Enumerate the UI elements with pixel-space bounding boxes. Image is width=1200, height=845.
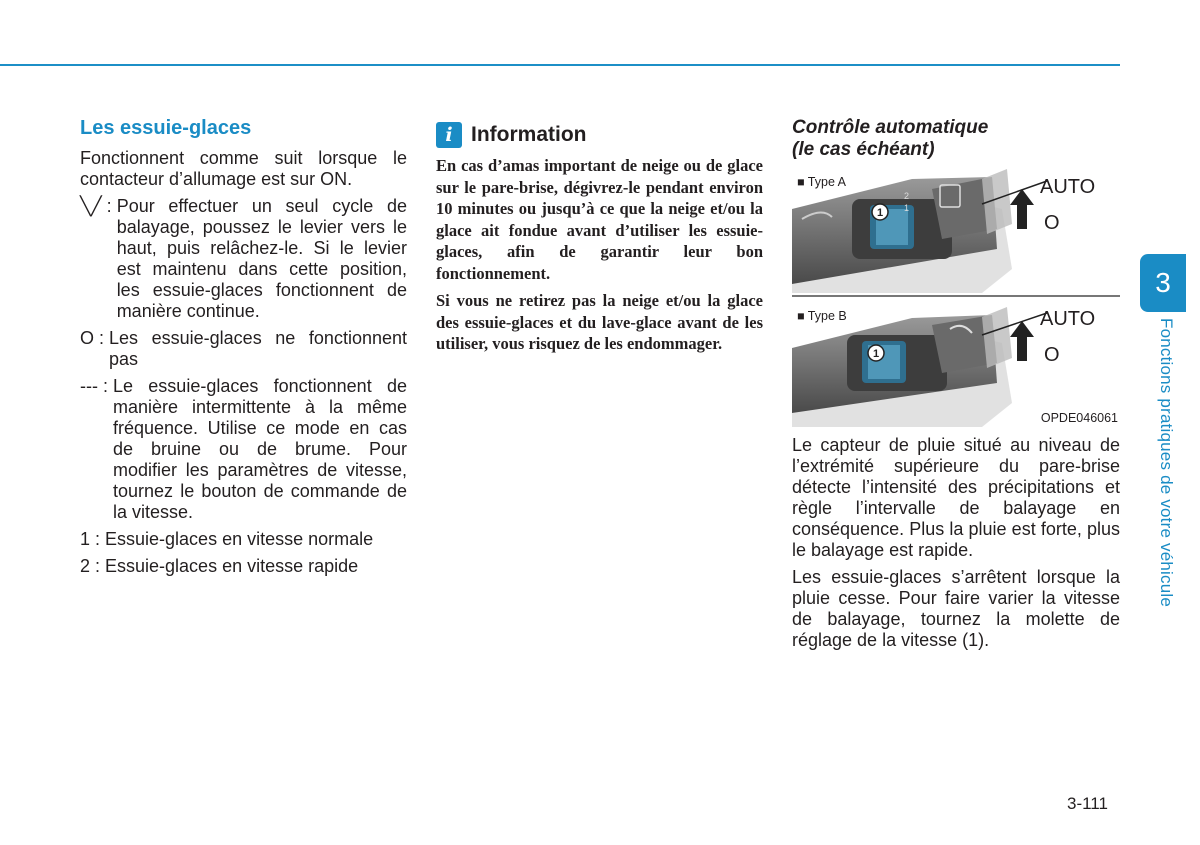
item-key: --- : [80, 376, 113, 396]
item-desc: Pour effectuer un seul cycle de balayage, poussez le levier vers le haut, puis relâchez-le. Si le levier est maintenu dans cette position, les essuie-glaces fonctionnent de manière continue. [116, 196, 407, 321]
figure-panel-type-b [792, 303, 1120, 431]
subsection-title [792, 117, 1120, 161]
item-key: O : [80, 328, 110, 348]
information-paragraph: Si vous ne retirez pas la neige et/ou la glace des essuie-glaces et du lave-glace avant de les utiliser, vous risquez de les endommager. [436, 291, 763, 353]
speed-fast-line: 2 : Essuie-glaces en vitesse rapide [80, 556, 359, 576]
information-title: Information [471, 123, 587, 146]
item-key: ╲╱ : [80, 196, 117, 216]
item-desc: Les essuie-glaces ne fonctionnent pas [109, 328, 407, 369]
information-paragraph: En cas d’amas important de neige ou de glace sur le pare-brise, dégivrez-le pendant environ 10 minutes ou jusqu’à ce que la neige et/ou la glace ait fondue avant d’utiliser les essuie-glaces, afin de garantir leur bon fonctionnement. [436, 156, 763, 283]
auto-control-section [792, 117, 1120, 657]
information-header [436, 122, 763, 148]
list-item [80, 376, 407, 523]
auto-label: AUTO [1040, 176, 1096, 198]
rain-sensor-paragraph: Le capteur de pluie situé au niveau de l’extrémité supérieure du pare-brise détecte l’intensité des précipitations et règle l’intervalle de balayage en conséquence. Plus la pluie est forte, plus le balayage est rapide. [792, 435, 1120, 560]
list-item [80, 196, 407, 322]
header-rule [0, 64, 1120, 66]
info-icon: i [436, 122, 462, 148]
svg-text:AUTO: AUTO [1040, 308, 1096, 330]
section-title: Les essuie-glaces [80, 117, 252, 139]
intro-paragraph: Fonctionnent comme suit lorsque le contacteur d’allumage est sur ON. [80, 148, 407, 189]
page-number: 3-111 [1067, 794, 1108, 813]
dial-marker-label: 1 [876, 207, 884, 219]
svg-text:O: O [1044, 344, 1060, 366]
speed-1-label: 1 [904, 203, 910, 213]
figure-divider [792, 295, 1120, 297]
subsection-title-line: (le cas échéant) [792, 139, 935, 160]
type-a-label: ■ Type A [797, 175, 847, 189]
svg-text:1: 1 [872, 348, 880, 360]
wipers-section [80, 116, 407, 583]
item-desc: Le essuie-glaces fonctionnent de manière intermittente à la même fréquence. Utilise ce mode en cas de bruine ou de brume. Pour modifier les paramètres de vitesse, tournez le bouton de commande de la vitesse. [113, 376, 407, 522]
type-b-label: ■ Type B [797, 309, 847, 323]
speed-2-label: 2 [904, 191, 910, 201]
list-item [80, 328, 407, 370]
wiper-lever-figure [792, 169, 1120, 431]
figure-code: OPDE046061 [1040, 411, 1118, 425]
chapter-label: Fonctions pratiques de votre véhicule [1157, 318, 1176, 608]
subsection-title-line: Contrôle automatique [792, 117, 989, 138]
information-box [436, 122, 763, 361]
speed-normal-line: 1 : Essuie-glaces en vitesse normale [80, 529, 374, 549]
chapter-tab: 3 [1140, 254, 1186, 312]
off-label: O [1044, 212, 1060, 234]
rain-stop-paragraph: Les essuie-glaces s’arrêtent lorsque la pluie cesse. Pour faire varier la vitesse de balayage, tournez la molette de réglage de la vitesse (1). [792, 567, 1120, 650]
figure-panel-type-a [792, 169, 1120, 293]
